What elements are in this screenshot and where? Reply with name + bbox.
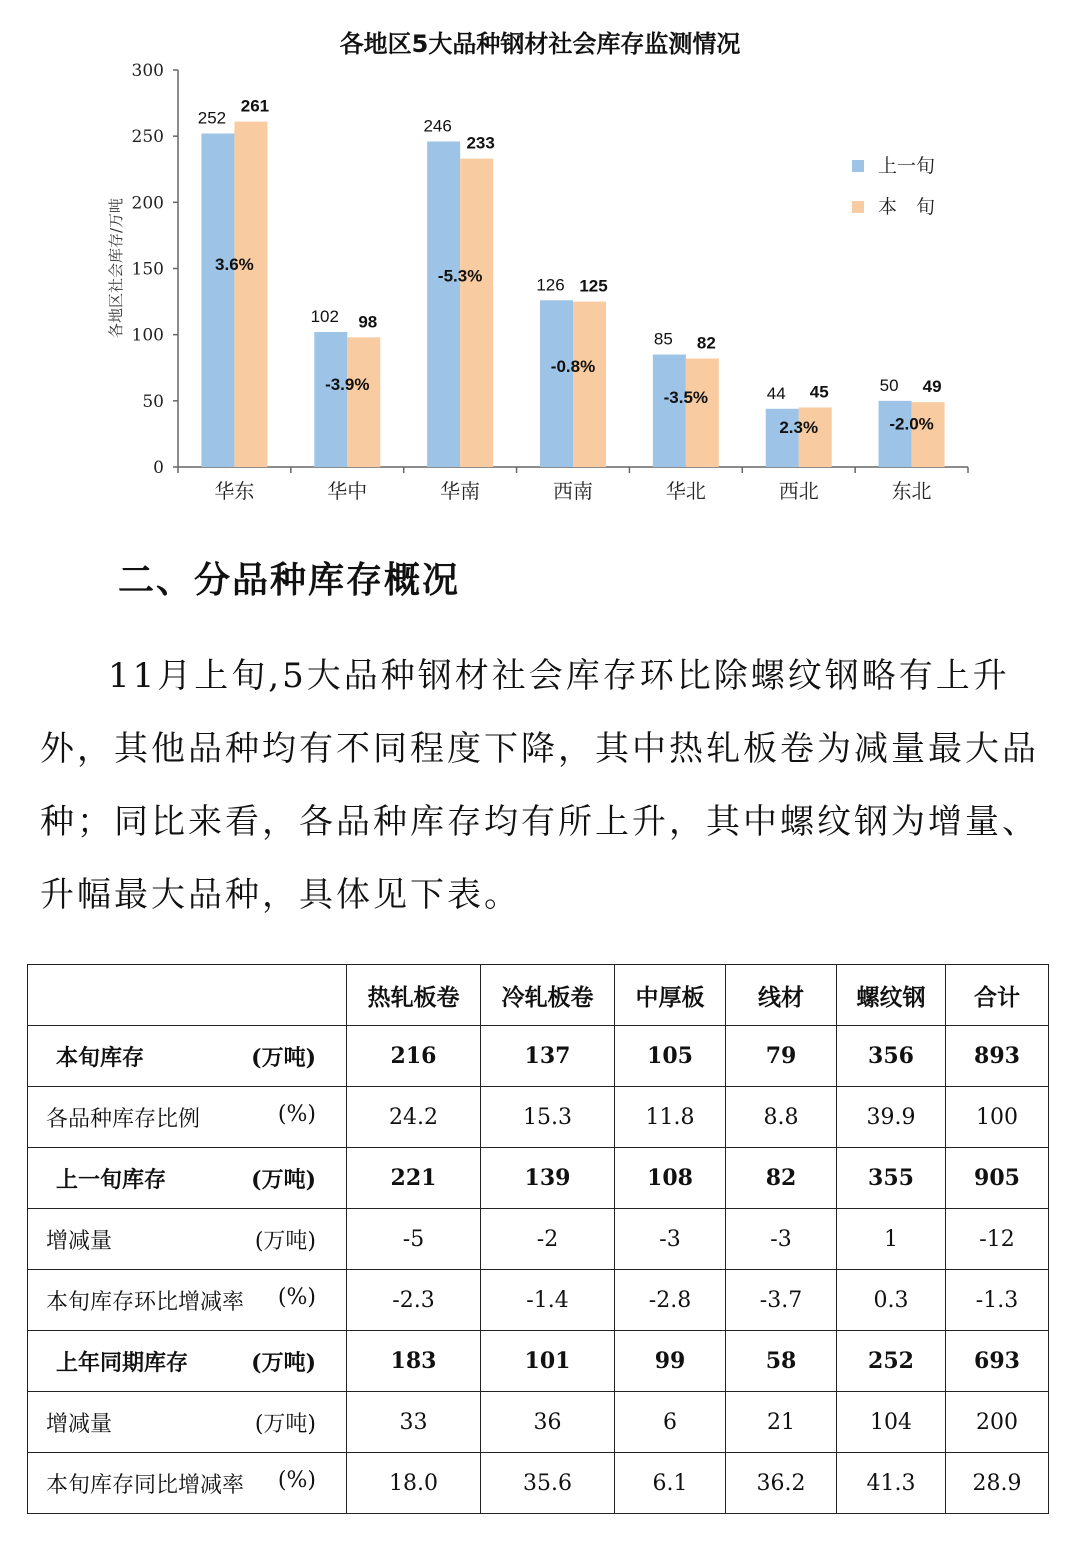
table-cell: 355 [837, 1148, 946, 1209]
bar-prev [314, 332, 347, 467]
table-cell: -2 [481, 1209, 615, 1270]
data-label-current: 261 [240, 96, 270, 116]
table-cell: 101 [481, 1331, 615, 1392]
table-body [28, 1026, 1049, 1514]
header-cell-hot-rolled: 热轧板卷 [347, 965, 481, 1026]
table-cell: 137 [481, 1026, 615, 1087]
table-cell: 216 [347, 1026, 481, 1087]
table-cell: 15.3 [481, 1087, 615, 1148]
row-unit: (万吨) [251, 1349, 316, 1376]
header-cell-blank [28, 965, 347, 1026]
row-label-cell [28, 1270, 347, 1331]
header-cell-cold-rolled: 冷轧板卷 [481, 965, 615, 1026]
data-label-prev: 102 [310, 307, 339, 327]
x-tick-label: 华中 [327, 479, 368, 503]
bar-prev [653, 355, 686, 467]
header-cell-total: 合计 [946, 965, 1049, 1026]
row-label-cell [28, 1209, 347, 1270]
data-label-current: 49 [922, 377, 942, 397]
bar-prev [540, 300, 573, 467]
y-tick-label: 50 [142, 391, 164, 412]
section-paragraph: 11月上旬,5大品种钢材社会库存环比除螺纹钢略有上升外，其他品种均有不同程度下降，其中热轧板卷为减量最大品种；同比来看，各品种库存均有所上升，其中螺纹钢为增量、升幅最大品种，具体见下表。 [40, 656, 1039, 915]
table-cell: -3 [726, 1209, 837, 1270]
table-cell: 28.9 [946, 1453, 1049, 1514]
table-cell: 183 [347, 1331, 481, 1392]
table-cell: -2.8 [615, 1270, 726, 1331]
table-cell: 35.6 [481, 1453, 615, 1514]
region-inventory-chart [0, 0, 1080, 520]
table-cell: 6.1 [615, 1453, 726, 1514]
x-tick-label: 东北 [891, 479, 932, 503]
y-tick-label: 150 [131, 259, 164, 280]
legend-label: 本 旬 [878, 196, 936, 218]
table-cell: 99 [615, 1331, 726, 1392]
table-cell: 6 [615, 1392, 726, 1453]
data-label-current: 233 [466, 133, 495, 153]
table-row [28, 1087, 1049, 1148]
table-row [28, 1453, 1049, 1514]
header-cell-rebar: 螺纹钢 [837, 965, 946, 1026]
y-tick-label: 100 [131, 325, 164, 346]
legend-swatch [852, 201, 864, 213]
row-label: 增减量 [46, 1228, 113, 1254]
y-tick-label: 0 [153, 458, 164, 478]
row-unit: (万吨) [254, 1228, 316, 1254]
data-label-prev: 50 [879, 375, 899, 395]
bar-current [460, 159, 493, 467]
row-label: 本旬库存环比增减率 [46, 1289, 245, 1315]
change-label: 3.6% [215, 255, 254, 275]
bar-current [912, 402, 945, 467]
x-tick-label: 华东 [214, 479, 255, 503]
table-header-row [28, 965, 1049, 1026]
bar-current [347, 337, 380, 467]
row-label-cell [28, 1026, 347, 1087]
table-row [28, 1392, 1049, 1453]
chart-title: 各地区5大品种钢材社会库存监测情况 [339, 30, 741, 58]
legend-swatch [852, 160, 864, 172]
row-label-cell [28, 1331, 347, 1392]
table-row [28, 1026, 1049, 1087]
row-label: 本旬库存 [56, 1044, 145, 1071]
row-unit: (%) [277, 1101, 316, 1127]
table-cell: -1.4 [481, 1270, 615, 1331]
change-label: -5.3% [437, 266, 483, 286]
table-cell: 105 [615, 1026, 726, 1087]
table-cell: 39.9 [837, 1087, 946, 1148]
y-tick-label: 250 [131, 127, 164, 148]
legend-label: 上一旬 [878, 155, 936, 177]
row-label-cell [28, 1392, 347, 1453]
table-cell: 33 [347, 1392, 481, 1453]
table-cell: 100 [946, 1087, 1049, 1148]
table-cell: 18.0 [347, 1453, 481, 1514]
data-label-current: 45 [809, 382, 829, 402]
data-label-prev: 252 [197, 108, 227, 128]
row-label: 各品种库存比例 [46, 1106, 201, 1132]
table-cell: 79 [726, 1026, 837, 1087]
table-cell: -3.7 [726, 1270, 837, 1331]
change-label: -3.9% [325, 375, 370, 395]
change-label: 2.3% [779, 418, 819, 438]
row-unit: (%) [277, 1467, 316, 1493]
row-label: 上年同期库存 [56, 1349, 189, 1376]
data-label-prev: 126 [536, 275, 565, 295]
bar-prev [201, 134, 234, 467]
table-cell: 21 [726, 1392, 837, 1453]
table-row [28, 1148, 1049, 1209]
table-cell: 11.8 [615, 1087, 726, 1148]
data-label-prev: 44 [766, 383, 786, 403]
table-cell: -2.3 [347, 1270, 481, 1331]
row-label: 本旬库存同比增减率 [46, 1472, 245, 1498]
table-cell: -5 [347, 1209, 481, 1270]
table-cell: 1 [837, 1209, 946, 1270]
table-row [28, 1331, 1049, 1392]
row-label-cell [28, 1087, 347, 1148]
row-unit: (万吨) [254, 1411, 316, 1437]
data-label-prev: 85 [653, 329, 673, 349]
header-cell-plate: 中厚板 [615, 965, 726, 1026]
inventory-table [27, 964, 1049, 1514]
table-cell: 200 [946, 1392, 1049, 1453]
x-tick-label: 西南 [553, 479, 593, 503]
bar-current [234, 122, 267, 467]
row-unit: (万吨) [251, 1044, 316, 1071]
table-cell: 252 [837, 1331, 946, 1392]
data-label-prev: 246 [423, 116, 452, 136]
table-cell: 36.2 [726, 1453, 837, 1514]
table-cell: 82 [726, 1148, 837, 1209]
table-cell: 356 [837, 1026, 946, 1087]
table-cell: 893 [946, 1026, 1049, 1087]
data-label-current: 82 [696, 333, 716, 353]
bar-current [573, 302, 606, 467]
table-cell: 221 [347, 1148, 481, 1209]
table-row [28, 1209, 1049, 1270]
table-cell: 24.2 [347, 1087, 481, 1148]
table-cell: 36 [481, 1392, 615, 1453]
table-cell: 0.3 [837, 1270, 946, 1331]
table-cell: 693 [946, 1331, 1049, 1392]
row-unit: (%) [277, 1284, 316, 1310]
bar-current [799, 407, 832, 467]
x-tick-label: 西北 [778, 479, 819, 503]
table-cell: 58 [726, 1331, 837, 1392]
row-label: 增减量 [46, 1411, 113, 1437]
row-unit: (万吨) [251, 1166, 316, 1193]
row-label-cell [28, 1453, 347, 1514]
table-cell: 41.3 [837, 1453, 946, 1514]
table-cell: 8.8 [726, 1087, 837, 1148]
table-cell: 104 [837, 1392, 946, 1453]
table-cell: 139 [481, 1148, 615, 1209]
table-cell: 905 [946, 1148, 1049, 1209]
table-cell: 108 [615, 1148, 726, 1209]
y-axis-label: 各地区社会库存/万吨 [107, 197, 125, 339]
change-label: -0.8% [550, 356, 596, 376]
table-row [28, 1270, 1049, 1331]
row-label: 上一旬库存 [56, 1166, 167, 1193]
x-tick-label: 华北 [665, 479, 706, 503]
row-label-cell [28, 1148, 347, 1209]
data-label-current: 98 [358, 312, 378, 332]
change-label: -2.0% [889, 414, 934, 434]
section-heading: 二、分品种库存概况 [118, 559, 461, 601]
bar-current [686, 358, 719, 467]
bar-prev [879, 401, 912, 467]
change-label: -3.5% [663, 387, 709, 407]
y-tick-label: 300 [131, 61, 164, 81]
data-label-current: 125 [579, 276, 608, 296]
table-cell: -12 [946, 1209, 1049, 1270]
y-tick-label: 200 [131, 193, 164, 214]
header-cell-wire: 线材 [726, 965, 837, 1026]
bar-prev [427, 141, 460, 467]
table-cell: -1.3 [946, 1270, 1049, 1331]
x-tick-label: 华南 [440, 479, 481, 503]
table-cell: -3 [615, 1209, 726, 1270]
